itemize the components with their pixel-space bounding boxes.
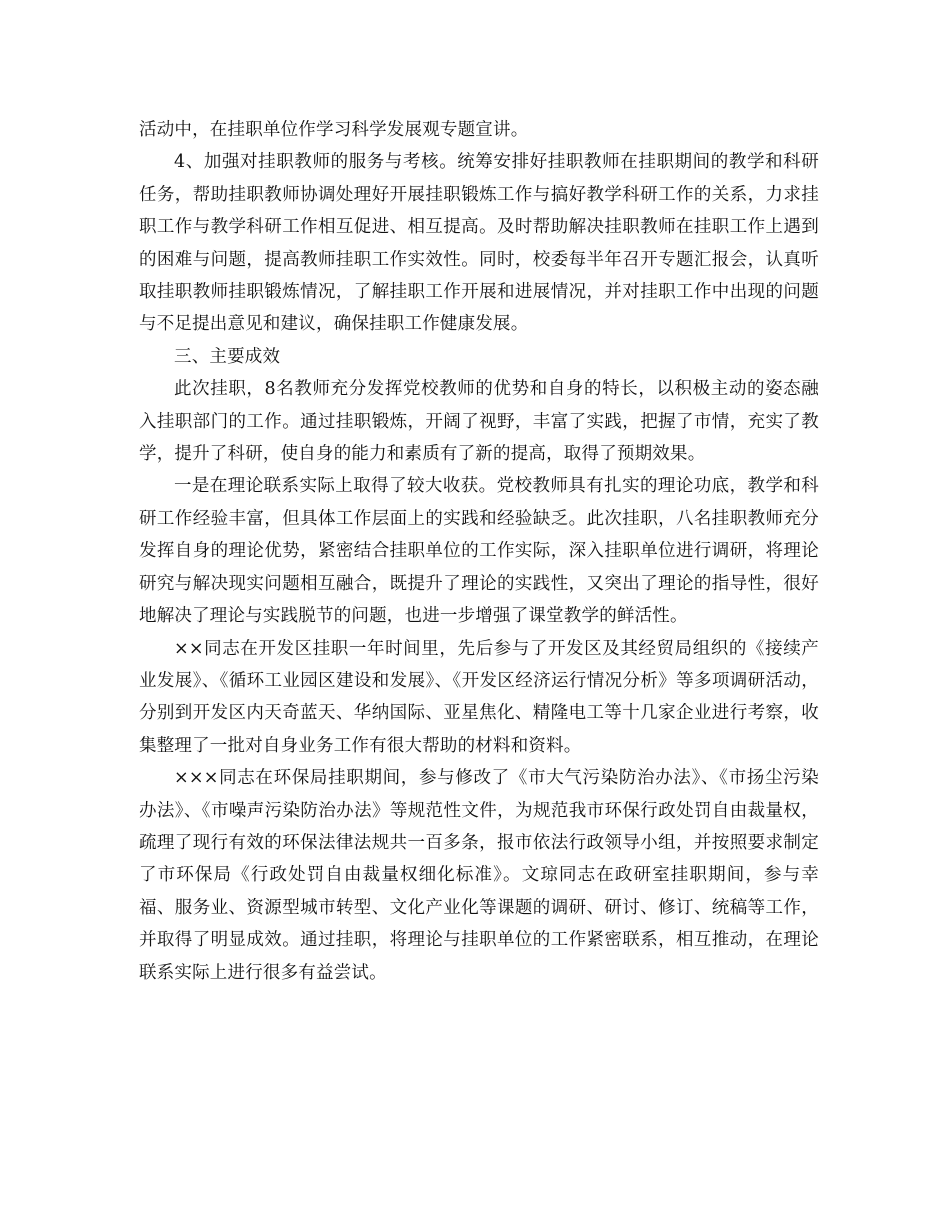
paragraph-1: 活动中，在挂职单位作学习科学发展观专题宣讲。 (139, 120, 529, 140)
paragraph-3: 此次挂职，8名教师充分发挥党校教师的优势和自身的特长，以积极主动的姿态融入挂职部门的工作。通过挂职锻炼，开阔了视野，丰富了实践，把握了市情，充实了教学，提升了科研，使自身的能力和素质有了新的提高，取得了预期效果。 (139, 379, 819, 465)
paragraph-4: 一是在理论联系实际上取得了较大收获。党校教师具有扎实的理论功底，教学和科研工作经验丰富，但具体工作层面上的实践和经验缺乏。此次挂职，八名挂职教师充分发挥自身的理论优势，紧密结合挂职单位的工作实际，深入挂职单位进行调研，将理论研究与解决现实问题相互融合，既提升了理论的实践性，又突出了理论的指导性，很好地解决了理论与实践脱节的问题，也进一步增强了课堂教学的鲜活性。 (139, 476, 819, 627)
paragraph-2: 4、加强对挂职教师的服务与考核。统筹安排好挂职教师在挂职期间的教学和科研任务，帮助挂职教师协调处理好开展挂职锻炼工作与搞好教学科研工作的关系，力求挂职工作与教学科研工作相互促进、相互提高。及时帮助解决挂职教师在挂职工作上遇到的困难与问题，提高教师挂职工作实效性。同时，校委每半年召开专题汇报会，认真听取挂职教师挂职锻炼情况，了解挂职工作开展和进展情况，并对挂职工作中出现的问题与不足提出意见和建议，确保挂职工作健康发展。 (139, 152, 819, 335)
document-body (139, 114, 819, 989)
paragraph-6: ×××同志在环保局挂职期间，参与修改了《市大气污染防治办法》、《市扬尘污染办法》、《市噪声污染防治办法》等规范性文件，为规范我市环保行政处罚自由裁量权，疏理了现行有效的环保法律法规共一百多条，报市依法行政领导小组，并按照要求制定了市环保局《行政处罚自由裁量权细化标准》。文琼同志在政研室挂职期间，参与幸福、服务业、资源型城市转型、文化产业化等课题的调研、研讨、修订、统稿等工作，并取得了明显成效。通过挂职，将理论与挂职单位的工作紧密联系，相互推动，在理论联系实际上进行很多有益尝试。 (139, 768, 819, 983)
section-heading: 三、主要成效 (174, 346, 281, 367)
paragraph-5: ××同志在开发区挂职一年时间里，先后参与了开发区及其经贸局组织的《接续产业发展》、《循环工业园区建设和发展》、《开发区经济运行情况分析》等多项调研活动，分别到开发区内天奇蓝天、华纳国际、亚星焦化、精隆电工等十几家企业进行考察，收集整理了一批对自身业务工作有很大帮助的材料和资料。 (139, 638, 819, 756)
